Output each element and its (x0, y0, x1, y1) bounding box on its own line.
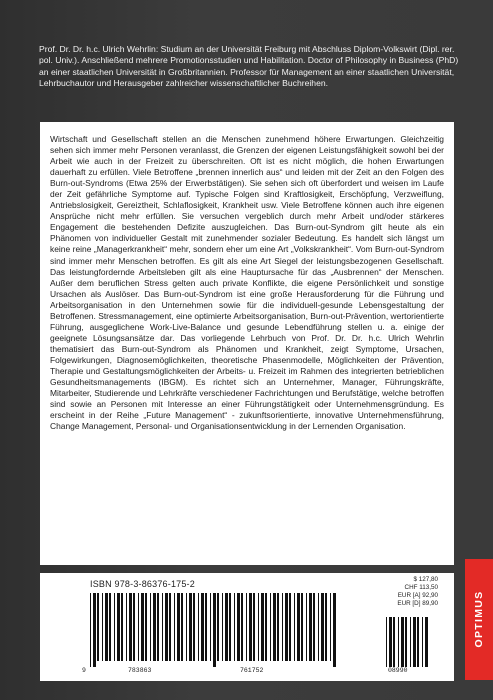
description-panel (40, 122, 454, 565)
barcode-bar (105, 593, 108, 661)
barcode-bar (273, 593, 276, 661)
barcode-bar (117, 593, 120, 661)
barcode-bar (313, 593, 315, 661)
barcode-bar (205, 593, 207, 661)
barcode-bar (270, 593, 271, 661)
barcode-bar (141, 593, 144, 661)
barcode-bar (261, 593, 264, 661)
barcode-bar (301, 593, 303, 661)
barcode-bar (241, 593, 243, 661)
price-eur-de: EUR [D] 89,90 (397, 600, 438, 608)
barcode-bar (282, 593, 283, 661)
barcode-bar (162, 593, 163, 661)
barcode-bar (321, 593, 324, 661)
barcode-bar (297, 593, 300, 661)
barcode-bar (133, 593, 135, 661)
barcode-digit-prefix: 9 (82, 667, 86, 674)
publisher-logo-tab (465, 559, 493, 680)
barcode-sticker (40, 573, 454, 681)
barcode-bar (237, 593, 240, 661)
price-addon-barcode (386, 617, 428, 667)
barcode-digit-group-left: 783863 (128, 667, 152, 674)
barcode-bar (174, 593, 175, 661)
barcode-bar (258, 593, 259, 661)
barcode-bar (193, 593, 195, 661)
barcode-bar (386, 617, 387, 667)
barcode-bar (234, 593, 235, 661)
barcode-bar (157, 593, 159, 661)
barcode-bar (109, 593, 111, 661)
barcode-bar (97, 593, 99, 661)
barcode-digit-group-right: 761752 (240, 667, 264, 674)
barcode-bar (102, 593, 103, 661)
barcode-bar (294, 593, 295, 661)
price-eur-at: EUR [A] 92,90 (397, 592, 438, 600)
barcode-bar (181, 593, 183, 661)
barcode-bar (425, 617, 428, 667)
isbn-label: ISBN 978-3-86376-175-2 (90, 579, 195, 589)
barcode-bar (330, 593, 331, 661)
barcode-bar (413, 617, 416, 667)
barcode-bar (217, 593, 219, 661)
barcode-bar (417, 617, 419, 667)
barcode-bar (393, 617, 395, 667)
barcode-bar (121, 593, 123, 661)
barcode-bar (210, 593, 211, 661)
barcode-bar (289, 593, 291, 661)
barcode-bar (138, 593, 139, 661)
barcode-bar (145, 593, 147, 661)
barcode-bar (165, 593, 168, 661)
book-description: Wirtschaft und Gesellschaft stellen an die Menschen zunehmend höhere Erwartungen. Gleichzeitig sehen sich immer mehr Personen veranlasst, die Grenzen der eigenen Leistungsfähigkeit sowohl bei der Arbeit wie auch in der Freizeit zu überschreiten. Oft ist es nicht möglich, die hohen Erwartungen dauerhaft zu erfüllen. Viele Betroffene „brennen innerlich aus“ und leiden mit der Zeit an den Folgen des Burn-out-Syndroms (Etwa 25% der Erwerbstätigen). Sie sehen sich oft überfordert und weisen im Laufe der Zeit gefährliche Symptome auf. Typische Folgen sind Kraftlosigkeit, Erschöpfung, Verzweiflung, Antriebslosigkeit, Gereiztheit, Schlaflosigkeit, Krankheit usw. Viele Betroffene können auch ihre eigenen Ansprüche nicht mehr erfüllen. Sie versuchen vergeblich durch mehr Arbeit und/oder stärkeres Engagement die bestehenden Defizite auszugleichen. Das Burn-out-Syndrom gilt heute als ein Phänomen von individueller Gestalt mit zunehmender sozialer Bedeutung. Es handelt sich längst um keine reine „Managerkrankheit“ mehr, sondern eher um eine Art „Volkskrankheit“. Vom Burn-out-Syndrom sind immer mehr Menschen betroffen. Es gilt als eine Art Siegel der leistungsbezogenen Gesellschaft. Das leistungfordernde Arbeitsleben gilt als eine Hauptursache für das „Ausbrennen“ der Menschen. Außer dem beruflichen Stress gelten auch private Konflikte, die eigene Persönlichkeit und sonstige Ursachen als Auslöser. Das Burn-out-Syndrom ist eine große Herausforderung für die Führung und Arbeitsorganisation in den Unternehmen sowie für die individuell-gesunde Lebensgestaltung der Betroffenen. Stressmanagement, eine optimierte Arbeitsorganisation, Burn-out-Prävention, wertorientierte Führung, ausgeglichene Work-Live-Balance und gesunde Lebendführung stellen u. a. einige der geeignete Lösungsansätze dar. Das vorliegende Lehrbuch von Prof. Dr. Dr. h.c. Ulrich Wehrlin thematisiert das Burn-out-Syndrom als Phänomen und Krankheit, zeigt Symptome, Ursachen, Folgewirkungen, Diagnosemöglichkeiten, theoretische Phasenmodelle, Möglichkeiten der Prävention, Therapie und Gestaltungsmöglichkeiten der Arbeits- u. Freizeit im Rahmen des integrierten betrieblichen Gesundheitsmanagements (IBGM). Es richtet sich an Unternehmer, Manager, Führungskräfte, Mitarbeiter, Studierende und Lehrkräfte verschiedener Fachrichtungen und Berufstätige, welche betroffen sind sowie an Personen mit Interesse an einer Führungstätigkeit oder Unternehmensgründung. Es erscheint in der Reihe „Future Management“ - zukunftsorientierte, innovative Unternehmensführung, Change Management, Personal- und Organisationsentwicklung in der Lernenden Organisation. (50, 134, 444, 432)
barcode-bar (129, 593, 132, 661)
barcode-bar (318, 593, 319, 661)
barcode-bar (213, 593, 216, 667)
barcode-bar (398, 617, 399, 667)
barcode-bar (189, 593, 192, 661)
barcode-digit-addon: 08990 (388, 667, 408, 674)
barcode-bar (246, 593, 247, 661)
barcode-bar (389, 617, 392, 667)
barcode-bar (225, 593, 228, 661)
barcode-bar (422, 617, 423, 667)
barcode-bar (114, 593, 115, 661)
price-list (372, 576, 438, 608)
barcode-bar (150, 593, 151, 661)
barcode-bar (201, 593, 204, 661)
author-bio: Prof. Dr. Dr. h.c. Ulrich Wehrlin: Studium an der Universität Freiburg mit Abschluss Diplom-Volkswirt (Dipl. rer. pol. Univ.). Anschließend mehrere Promotionsstudien und Habilitation. Doctor of Philosophy in Business (PhD) an einer staatlichen Universität in Großbritannien. Professor für Management an einer staatlichen Universität, Lehrbuchautor und Herausgeber zahlreicher wissenschaftlicher Buchreihen. (39, 44, 459, 88)
barcode-bar (410, 617, 411, 667)
price-chf: CHF 113,50 (404, 584, 438, 592)
barcode-digits (82, 667, 408, 679)
barcode-bar (265, 593, 267, 661)
barcode-bar (401, 617, 404, 667)
barcode-bar (405, 617, 407, 667)
barcode-bar (309, 593, 312, 661)
barcode-bar (198, 593, 199, 661)
barcode-bar (177, 593, 180, 661)
barcode-bar (169, 593, 171, 661)
barcode-bar (285, 593, 288, 661)
barcode-bar (277, 593, 279, 661)
barcode-bar (229, 593, 231, 661)
barcode-bar (306, 593, 307, 661)
ean-barcode (90, 593, 336, 667)
barcode-bar (126, 593, 127, 661)
barcode-bar (222, 593, 223, 661)
barcode-bar (153, 593, 156, 661)
barcode-bar (325, 593, 327, 661)
barcode-bar (249, 593, 252, 661)
publisher-logo: OPTIMUS (473, 590, 485, 648)
barcode-bar (90, 593, 91, 667)
barcode-bar (186, 593, 187, 661)
barcode-bar (253, 593, 255, 661)
barcode-bar (333, 593, 336, 667)
price-usd: $ 127,80 (413, 576, 438, 583)
barcode-bar (93, 593, 96, 667)
